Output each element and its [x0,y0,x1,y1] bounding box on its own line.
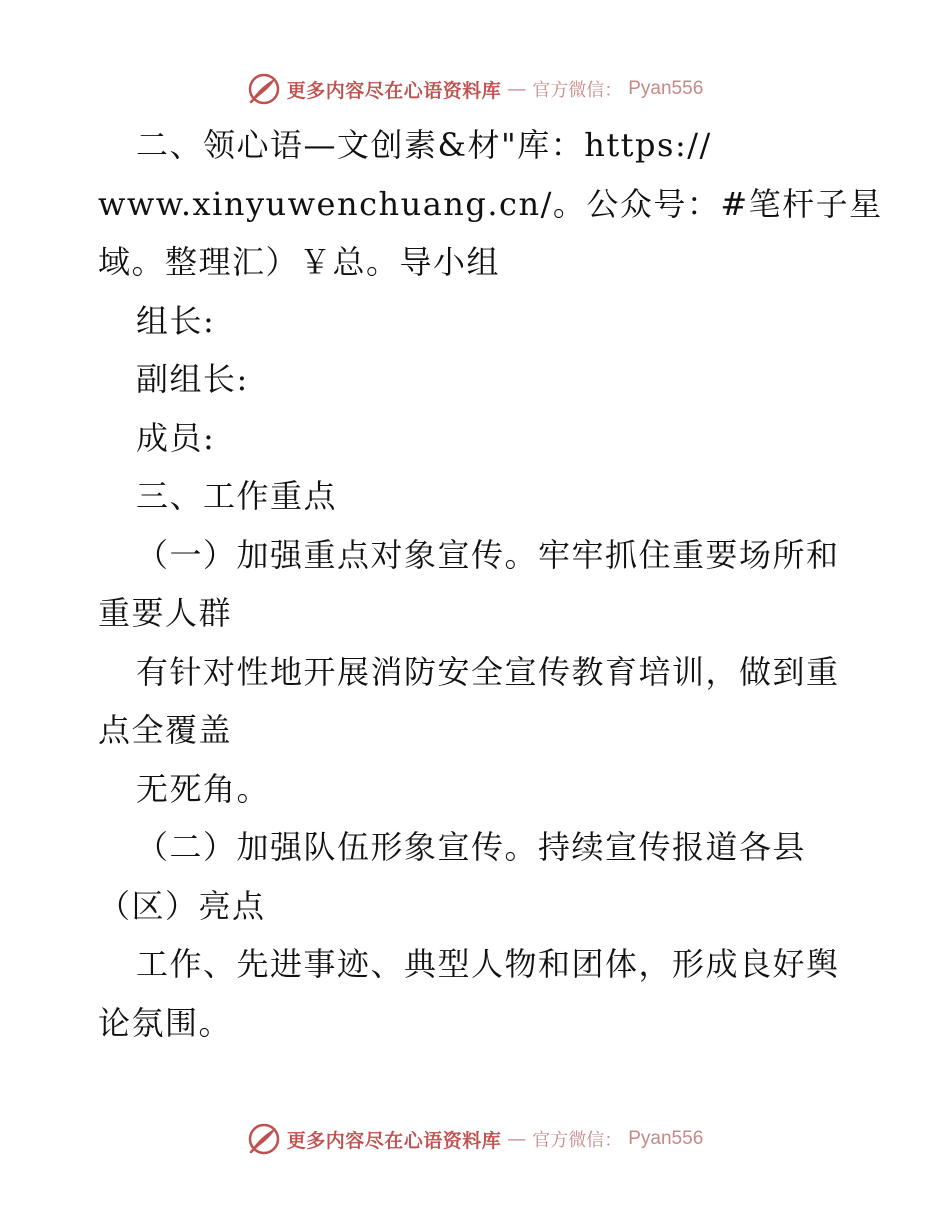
footer-watermark [0,1122,950,1156]
watermark-dash: — [507,78,527,100]
members-label: 成员: [136,418,216,457]
section-heading: 三、工作重点 [136,477,338,515]
deputy-leader-label: 副组长: [136,360,249,398]
header-watermark [0,72,950,106]
text-line: 工作、先进事迹、典型人物和团体，形成良好舆 [136,945,840,983]
text-line: 二、领心语—文创素&材"库：https:// [136,126,712,164]
watermark-dash: — [507,1128,527,1150]
feather-pen-logo-icon [247,72,281,106]
text-line: （区）亮点 [98,886,266,925]
text-line: www.xinyuwenchuang.cn/。公众号：#笔杆子星 [98,184,883,223]
watermark-wechat-id: Pyan556 [628,1128,704,1149]
leader-label: 组长: [136,301,216,340]
text-line: 重要人群 [98,594,233,632]
text-line: 有针对性地开展消防安全宣传教育培训，做到重 [136,652,840,691]
watermark-wechat-label: 官方微信： [532,1130,623,1151]
watermark-brand: 更多内容尽在心语资料库 [286,79,502,102]
text-line: 域。整理汇）￥总。导小组 [98,243,501,281]
text-line: （一）加强重点对象宣传。牢牢抓住重要场所和 [136,535,840,574]
document-body [98,116,883,1052]
text-line: （二）加强队伍形象宣传。持续宣传报道各县 [136,828,807,866]
watermark-brand: 更多内容尽在心语资料库 [286,1129,502,1152]
watermark-wechat-label: 官方微信： [532,80,623,101]
text-line: 无死角。 [136,769,271,808]
feather-pen-logo-icon [247,1122,281,1156]
watermark-wechat-id: Pyan556 [628,78,704,99]
text-line: 点全覆盖 [98,711,233,749]
text-line: 论氛围。 [98,1003,233,1042]
